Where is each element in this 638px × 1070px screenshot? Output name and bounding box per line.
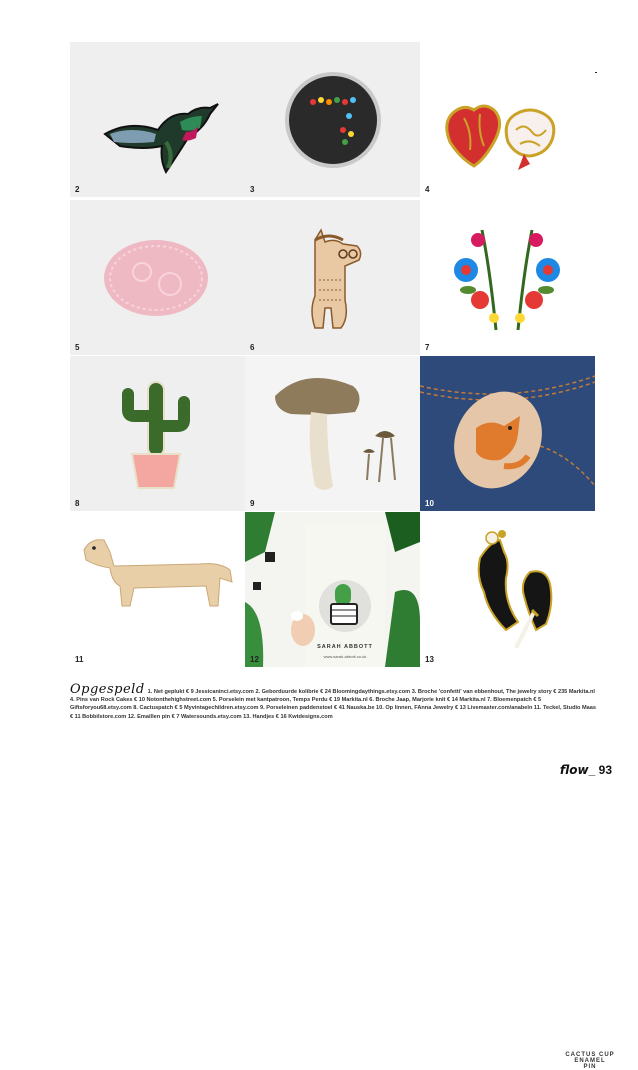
credits-text: 1. Net geplukt € 9 Jessicaninci.etsy.com 2. Geborduurde kolibrie € 24 Bloomingdaythings.etsy.com 3. Broche 'confetti' van ebbenhout, The jewelry story € 235 Markita.nl 4. Pins van Rock Cakes € 10 Notonthehighstreet.com 5. Porselein met kantpatroon, Temps Perdu € 19 Markita.nl 6. Broche Jaap, Marjorie knit € 14 Markita.nl 7. Bloemenpatch € 5 Giftsforyou68.etsy.com 8. Cactuspatch € 5 Myvintagechildren.etsy.com 9. Porseleinen paddenstoel € 41 Nauska.be 10. Op linnen, FAnna Jewelry € 13 Livemaster.com/anabeln 11. Teckel, Studio Maas € 11 Bobbilstore.com 12. Emaillen pin € 7 Watersounds.etsy.com 13. Handjes € 16 Kwtdesigns.com: [70, 689, 597, 720]
embroidered-fox-pin-image: [420, 356, 595, 511]
pin-card-site: www.sarah-abbott.co.uk: [323, 654, 367, 659]
hands-pin-image: [420, 512, 595, 667]
flower-patch-image: [420, 200, 595, 355]
confetti-brooch-image: [245, 42, 420, 197]
item-number: 10: [425, 499, 434, 508]
porcelain-mushroom-image: [245, 356, 420, 511]
product-photo-5: [70, 200, 245, 355]
pin-card-line3: PIN: [583, 1064, 597, 1070]
pin-card-line2: ENAMEL: [574, 1058, 606, 1064]
pin-card-line1: CACTUS CUP: [565, 1052, 615, 1058]
credits-block: [70, 682, 597, 721]
wooden-dachshund-image: [70, 512, 245, 667]
credits-title: Opgespeld: [70, 682, 145, 697]
magazine-brand: flow: [559, 763, 589, 777]
heart-brain-pins-image: [420, 42, 595, 197]
product-photo-4: [420, 42, 595, 197]
porcelain-lace-brooch-image: [70, 200, 245, 355]
item-number: 9: [250, 499, 255, 508]
pin-card-title: [550, 1052, 630, 1070]
product-photo-6: [245, 200, 420, 355]
product-photo-7: [420, 200, 595, 355]
product-photo-2: [70, 42, 245, 197]
product-photo-10: [420, 356, 595, 511]
page-footer: [560, 763, 612, 777]
hummingbird-image: [70, 42, 245, 197]
item-number: 7: [425, 343, 430, 352]
product-photo-11: [70, 512, 245, 667]
item-number: 8: [75, 499, 80, 508]
product-photo-8: [70, 356, 245, 511]
footer-separator: _: [588, 763, 596, 777]
pin-card-maker: SARAH ABBOTT: [317, 644, 373, 650]
item-number: 11: [75, 655, 84, 664]
product-photo-3: [245, 42, 420, 197]
llama-brooch-image: [245, 200, 420, 355]
product-photo-9: [245, 356, 420, 511]
item-number: 4: [425, 185, 430, 194]
item-number: 2: [75, 185, 80, 194]
item-number: 12: [250, 655, 259, 664]
item-number: 6: [250, 343, 255, 352]
item-number: 3: [250, 185, 255, 194]
cactus-patch-image: [70, 356, 245, 511]
page-number: 93: [598, 763, 612, 777]
item-number: 5: [75, 343, 80, 352]
product-photo-13: [420, 512, 595, 667]
item-number: 13: [425, 655, 434, 664]
